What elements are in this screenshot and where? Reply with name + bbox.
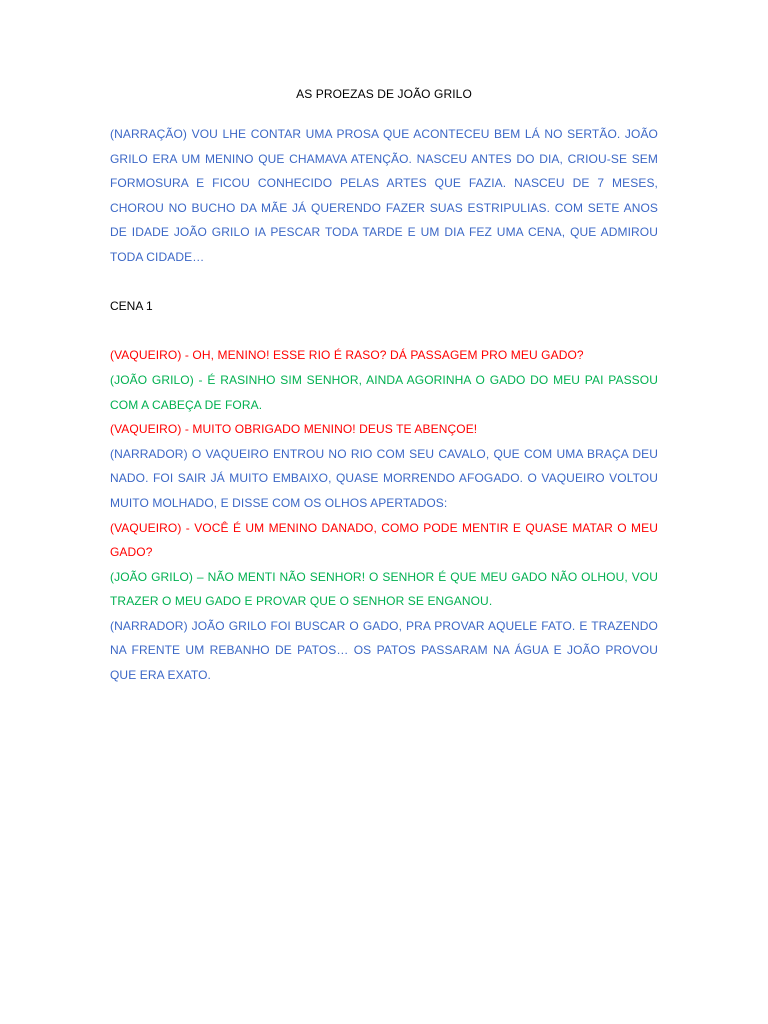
dialogue-line-vaqueiro: (VAQUEIRO) - VOCÊ É UM MENINO DANADO, COMO PODE MENTIR E QUASE MATAR O MEU GADO? — [110, 520, 658, 560]
scene-title: CENA 1 — [110, 299, 153, 314]
document-page — [110, 84, 658, 688]
dialogue-line-vaqueiro: (VAQUEIRO) - MUITO OBRIGADO MENINO! DEUS TE ABENÇOE! — [110, 422, 478, 437]
dialogue-line-joao-grilo: (JOÃO GRILO) – NÃO MENTI NÃO SENHOR! O SENHOR É QUE MEU GADO NÃO OLHOU, VOU TRAZER O MEU GADO E PROVAR QUE O SENHOR SE ENGANOU. — [110, 569, 658, 609]
dialogue-line-narrador: (NARRADOR) JOÃO GRILO FOI BUSCAR O GADO, PRA PROVAR AQUELE FATO. E TRAZENDO NA FRENTE UM REBANHO DE PATOS… OS PATOS PASSARAM NA ÁGUA E JOÃO PROVOU QUE ERA EXATO. — [110, 618, 658, 683]
dialogue-line-vaqueiro: (VAQUEIRO) - OH, MENINO! ESSE RIO É RASO? DÁ PASSAGEM PRO MEU GADO? — [110, 348, 584, 363]
dialogue-line-narrador: (NARRADOR) O VAQUEIRO ENTROU NO RIO COM SEU CAVALO, QUE COM UMA BRAÇA DEU NADO. FOI SAIR JÁ MUITO EMBAIXO, QUASE MORRENDO AFOGADO. O VAQUEIRO VOLTOU MUITO MOLHADO, E DISSE COM OS OLHOS APERTADOS: — [110, 446, 658, 510]
spacer — [110, 319, 658, 344]
intro-narration: (NARRAÇÃO) VOU LHE CONTAR UMA PROSA QUE ACONTECEU BEM LÁ NO SERTÃO. JOÃO GRILO ERA UM MENINO QUE CHAMAVA ATENÇÃO. NASCEU ANTES DO DIA, CRIOU-SE SEM FORMOSURA E FICOU CONHECIDO PELAS ARTES QUE FAZIA. NASCEU DE 7 MESES, CHOROU NO BUCHO DA MÃE JÁ QUERENDO FAZER SUAS ESTRIPULIAS. COM SETE ANOS DE IDADE JOÃO GRILO IA PESCAR TODA TARDE E UM DIA FEZ UMA CENA, QUE ADMIROU TODA CIDADE… — [110, 127, 658, 264]
spacer — [110, 270, 658, 295]
dialogue-line-joao-grilo: (JOÃO GRILO) - É RASINHO SIM SENHOR, AINDA AGORINHA O GADO DO MEU PAI PASSOU COM A CABEÇA DE FORA. — [110, 372, 658, 412]
document-title: AS PROEZAS DE JOÃO GRILO — [296, 87, 472, 101]
